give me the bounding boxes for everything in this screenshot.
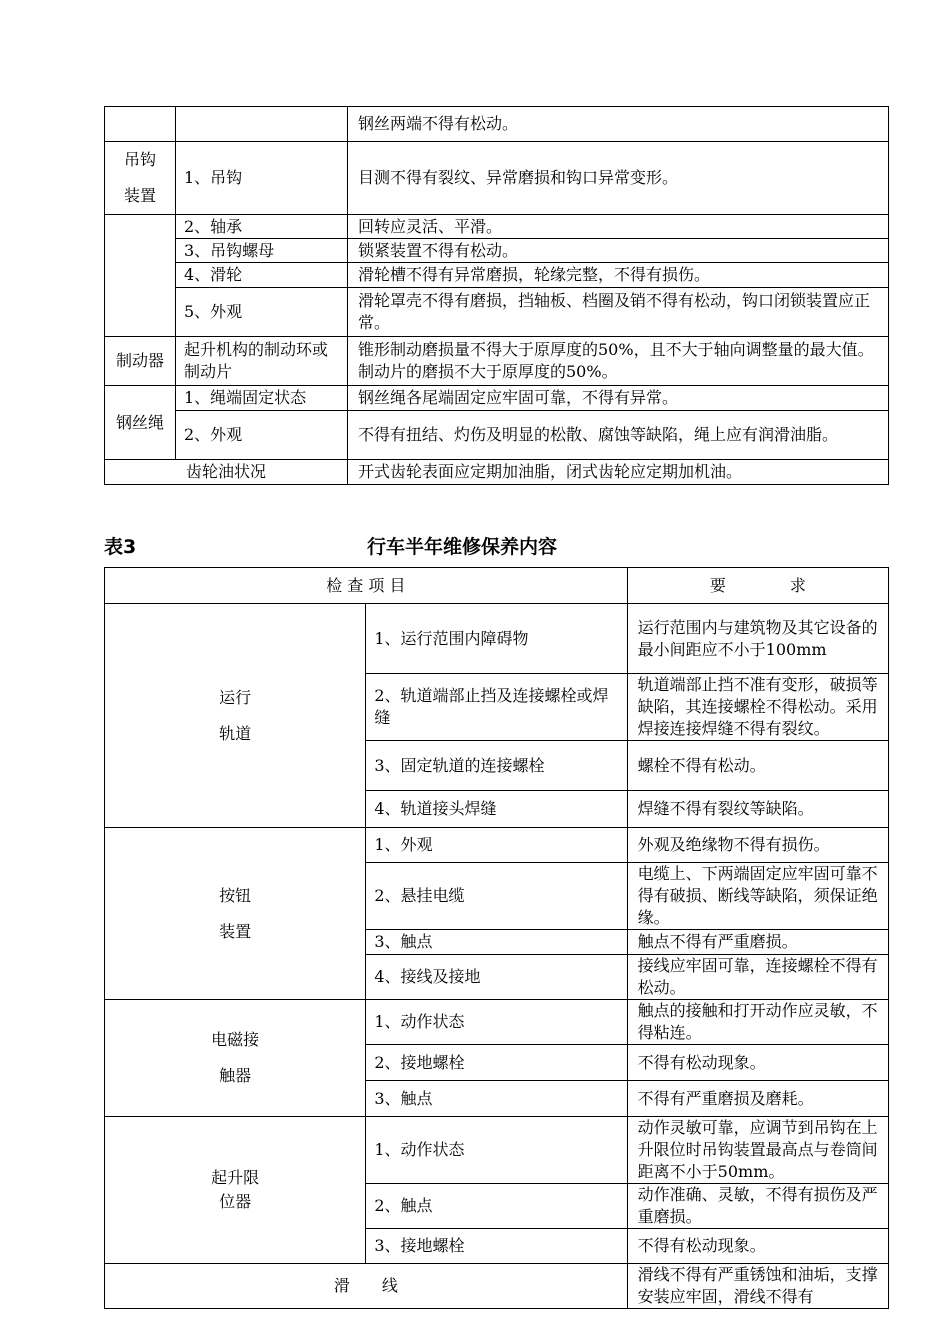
requirement-cell: 焊缝不得有裂纹等缺陷。: [627, 791, 888, 828]
item-cell: 1、动作状态: [366, 1117, 627, 1184]
item-cell: 2、接地螺栓: [366, 1045, 627, 1081]
category-cell: 钢丝绳: [105, 386, 176, 460]
table-caption: 行车半年维修保养内容: [367, 536, 558, 558]
requirement-cell: 运行范围内与建筑物及其它设备的最小间距应不小于100mm: [627, 604, 888, 674]
requirement-cell: 锥形制动磨损量不得大于原厚度的50%，且不大于轴向调整量的最大值。制动片的磨损不大于原厚度的50%。: [348, 337, 889, 386]
requirement-cell: 动作灵敏可靠，应调节到吊钩在上升限位时吊钩装置最高点与卷筒间距离不小于50mm。: [627, 1117, 888, 1184]
requirement-cell: 触点的接触和打开动作应灵敏，不得粘连。: [627, 1000, 888, 1045]
header-item: 检 查 项 目: [105, 568, 628, 604]
requirement-cell: 触点不得有严重磨损。: [627, 930, 888, 955]
item-cell: 滑 线: [105, 1264, 628, 1309]
header-requirement: 要 求: [627, 568, 888, 604]
category-cell: [105, 215, 176, 337]
item-cell: 4、滑轮: [176, 263, 348, 288]
requirement-cell: 锁紧装置不得有松动。: [348, 239, 889, 263]
item-label: 1、运行范围内障碍物: [374, 628, 529, 648]
item-cell: 2、悬挂电缆: [366, 863, 627, 930]
category-label: 电磁接 触器: [211, 1030, 260, 1085]
requirement-cell: 不得有严重磨损及磨耗。: [627, 1081, 888, 1117]
item-cell: 齿轮油状况: [105, 460, 348, 485]
item-cell: 3、触点: [366, 1081, 627, 1117]
item-cell: 2、触点: [366, 1184, 627, 1229]
requirement-cell: 钢丝两端不得有松动。: [348, 107, 889, 142]
requirement-cell: 滑轮罩壳不得有磨损，挡轴板、档圈及销不得有松动，钩口闭锁装置应正常。: [348, 288, 889, 337]
requirement-cell: 滑轮槽不得有异常磨损，轮缘完整，不得有损伤。: [348, 263, 889, 288]
requirement-cell: 滑线不得有严重锈蚀和油垢，支撑安装应牢固，滑线不得有: [627, 1264, 888, 1309]
category-label: 起升限 位器: [211, 1168, 260, 1211]
category-label: 按钮 装置: [219, 885, 252, 941]
maintenance-table-2: [104, 106, 889, 485]
item-cell: 3、吊钩螺母: [176, 239, 348, 263]
category-label: 吊钩 装置: [123, 150, 156, 205]
maintenance-table-3: [104, 567, 889, 1309]
item-cell: 2、轨道端部止挡及连接螺栓或焊缝: [366, 674, 627, 741]
item-cell: [366, 604, 627, 674]
item-cell: 1、绳端固定状态: [176, 386, 348, 411]
requirement-cell: 接线应牢固可靠，连接螺栓不得有松动。: [627, 955, 888, 1000]
requirement-cell: 外观及绝缘物不得有损伤。: [627, 828, 888, 863]
requirement-cell: 不得有松动现象。: [627, 1229, 888, 1264]
category-cell: [105, 828, 366, 1000]
item-cell: 1、动作状态: [366, 1000, 627, 1045]
requirement-cell: 钢丝绳各尾端固定应牢固可靠，不得有异常。: [348, 386, 889, 411]
category-cell: 制动器: [105, 337, 176, 386]
requirement-cell: 开式齿轮表面应定期加油脂，闭式齿轮应定期加机油。: [348, 460, 889, 485]
item-cell: 3、触点: [366, 930, 627, 955]
category-cell: [105, 107, 176, 142]
item-cell: 3、固定轨道的连接螺栓: [366, 741, 627, 791]
requirement-cell: 电缆上、下两端固定应牢固可靠不得有破损、断线等缺陷，须保证绝缘。: [627, 863, 888, 930]
item-cell: 起升机构的制动环或制动片: [176, 337, 348, 386]
table-title: [104, 532, 889, 560]
category-cell: [105, 142, 176, 215]
requirement-cell: 不得有松动现象。: [627, 1045, 888, 1081]
item-cell: 5、外观: [176, 288, 348, 337]
item-cell: [176, 107, 348, 142]
category-label: 运行 轨道: [219, 687, 252, 743]
requirement-cell: 回转应灵活、平滑。: [348, 215, 889, 239]
item-cell: 1、外观: [366, 828, 627, 863]
category-cell: [105, 604, 366, 828]
requirement-cell: 不得有扭结、灼伤及明显的松散、腐蚀等缺陷，绳上应有润滑油脂。: [348, 411, 889, 460]
item-cell: 2、外观: [176, 411, 348, 460]
table-number: 表3: [104, 536, 137, 558]
requirement-cell: 目测不得有裂纹、异常磨损和钩口异常变形。: [348, 142, 889, 215]
item-cell: 2、轴承: [176, 215, 348, 239]
requirement-cell: 螺栓不得有松动。: [627, 741, 888, 791]
item-cell: 1、吊钩: [176, 142, 348, 215]
item-cell: 4、接线及接地: [366, 955, 627, 1000]
category-cell: [105, 1117, 366, 1264]
requirement-cell: 轨道端部止挡不准有变形，破损等缺陷，其连接螺栓不得松动。采用焊接连接焊缝不得有裂纹。: [627, 674, 888, 741]
category-cell: [105, 1000, 366, 1117]
item-cell: 4、轨道接头焊缝: [366, 791, 627, 828]
requirement-cell: 动作准确、灵敏，不得有损伤及严重磨损。: [627, 1184, 888, 1229]
item-cell: 3、接地螺栓: [366, 1229, 627, 1264]
